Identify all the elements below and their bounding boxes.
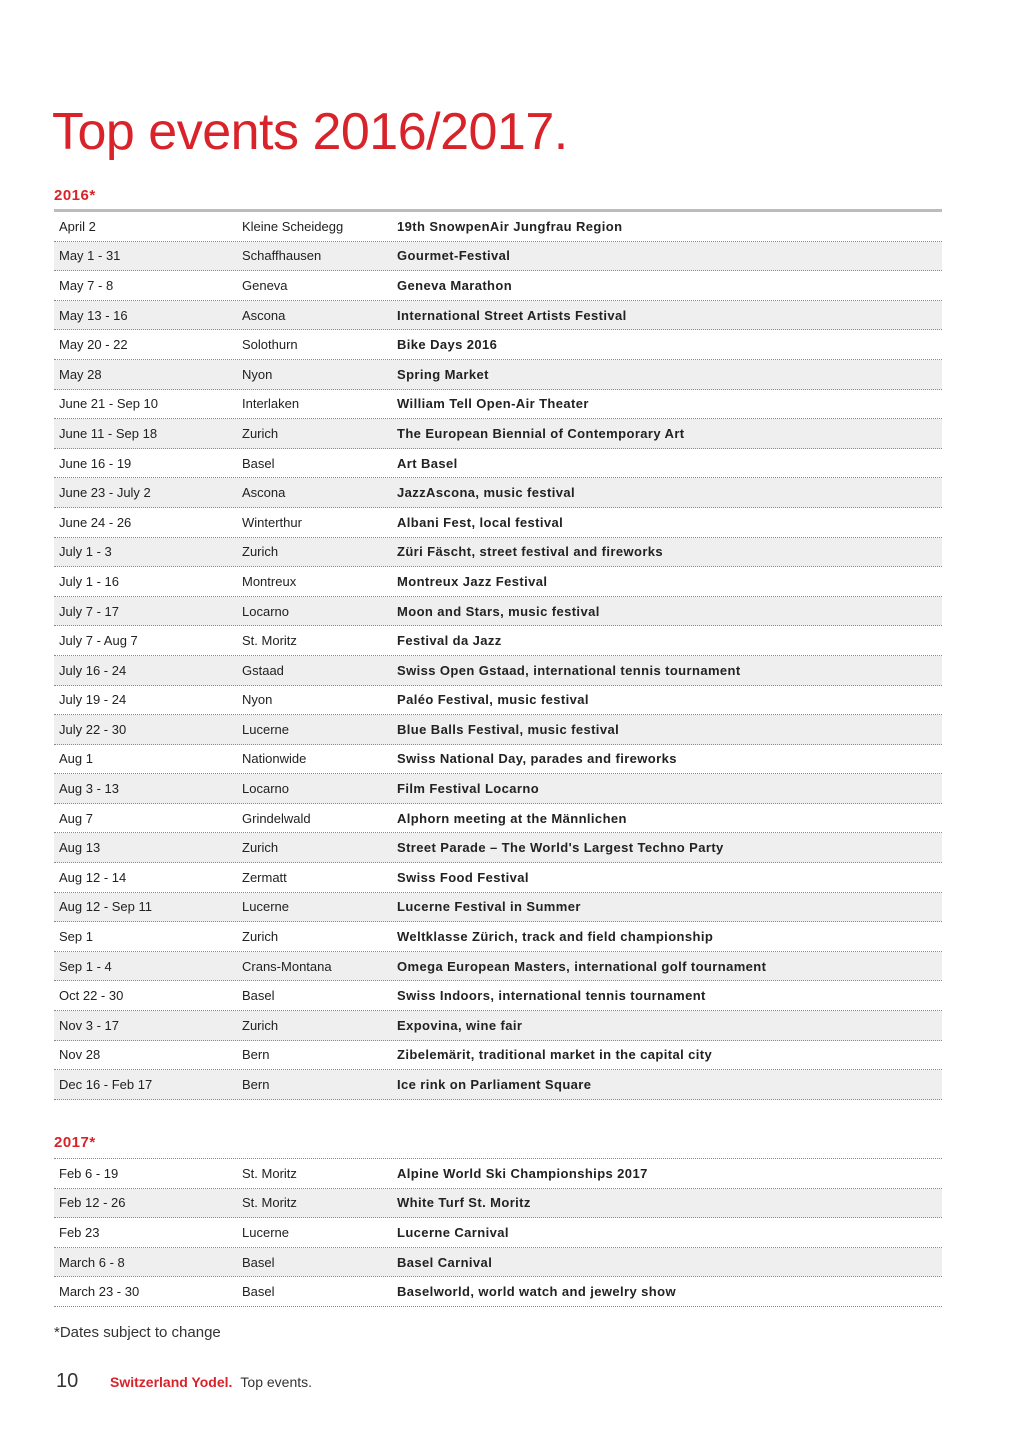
table-row [54,893,942,923]
event-location: Zurich [242,929,279,945]
table-row [54,656,942,686]
event-location: Schaffhausen [242,248,322,264]
section-label-2016: 2016* [54,187,96,204]
event-date: June 16 - 19 [59,455,132,471]
page-number: 10 [56,1370,79,1392]
table-row [54,1159,942,1189]
event-name: Film Festival Locarno [397,781,540,797]
event-name: Gourmet-Festival [397,248,511,264]
event-date: Nov 28 [59,1047,101,1063]
footer-section-name: Top events. [240,1374,313,1390]
event-name: 19th SnowpenAir Jungfrau Region [397,218,623,234]
event-location: St. Moritz [242,1195,297,1211]
event-date: March 6 - 8 [59,1254,125,1270]
event-name: Expovina, wine fair [397,1017,523,1033]
table-row [54,833,942,863]
table-row [54,981,942,1011]
event-date: Feb 12 - 26 [59,1195,126,1211]
table-row [54,1011,942,1041]
event-date: July 16 - 24 [59,662,127,678]
event-date: July 1 - 3 [59,544,112,560]
event-location: Nyon [242,692,273,708]
event-date: March 23 - 30 [59,1284,140,1300]
event-date: Aug 12 - Sep 11 [59,899,152,915]
event-date: June 11 - Sep 18 [59,425,158,441]
event-name: JazzAscona, music festival [397,485,576,501]
table-row [54,715,942,745]
event-date: May 1 - 31 [59,248,121,264]
event-name: Paléo Festival, music festival [397,692,589,708]
event-location: Zurich [242,544,279,560]
event-location: Basel [242,1254,275,1270]
event-name: Moon and Stars, music festival [397,603,600,619]
event-date: Sep 1 [59,929,93,945]
event-date: July 19 - 24 [59,692,127,708]
event-date: May 13 - 16 [59,307,128,323]
event-location: Winterthur [242,514,302,530]
event-date: Feb 23 [59,1224,100,1240]
table-row [54,390,942,420]
page-footer [56,1370,312,1393]
event-location: Ascona [242,485,286,501]
table-row [54,360,942,390]
event-date: Aug 1 [59,751,93,767]
event-location: Solothurn [242,337,298,353]
event-date: Feb 6 - 19 [59,1165,119,1181]
event-name: William Tell Open-Air Theater [397,396,589,412]
event-name: Basel Carnival [397,1254,493,1270]
table-row [54,952,942,982]
event-location: Basel [242,455,275,471]
event-name: Art Basel [397,455,458,471]
event-name: Albani Fest, local festival [397,514,564,530]
event-location: Bern [242,1077,270,1093]
event-location: Basel [242,1284,275,1300]
event-name: Alphorn meeting at the Männlichen [397,810,627,826]
event-name: Swiss National Day, parades and fireworks [397,751,677,767]
event-date: June 21 - Sep 10 [59,396,159,412]
events-table-2016 [54,212,942,1100]
event-location: Nyon [242,366,273,382]
event-name: White Turf St. Moritz [397,1195,531,1211]
event-location: Geneva [242,277,288,293]
event-location: Zurich [242,1017,279,1033]
event-location: Zermatt [242,869,287,885]
event-location: Gstaad [242,662,284,678]
event-location: Nationwide [242,751,307,767]
table-row [54,538,942,568]
table-row [54,1070,942,1100]
event-name: Baselworld, world watch and jewelry show [397,1284,676,1300]
event-location: Kleine Scheidegg [242,218,344,234]
event-name: Omega European Masters, international golf tournament [397,958,767,974]
event-date: May 20 - 22 [59,337,128,353]
event-date: May 28 [59,366,102,382]
event-name: Montreux Jazz Festival [397,573,548,589]
table-row [54,1277,942,1307]
table-row [54,804,942,834]
event-date: June 24 - 26 [59,514,132,530]
event-location: Basel [242,988,275,1004]
event-location: Lucerne [242,899,289,915]
event-date: April 2 [59,218,96,234]
table-row [54,212,942,242]
table-row [54,508,942,538]
event-location: Locarno [242,781,289,797]
event-location: Zurich [242,840,279,856]
table-row [54,863,942,893]
event-date: July 7 - Aug 7 [59,633,138,649]
event-name: Zibelemärit, traditional market in the capital city [397,1047,713,1063]
event-name: International Street Artists Festival [397,307,627,323]
event-name: Blue Balls Festival, music festival [397,721,620,737]
table-row [54,745,942,775]
event-location: St. Moritz [242,633,297,649]
event-name: The European Biennial of Contemporary Art [397,425,685,441]
event-location: Bern [242,1047,270,1063]
event-name: Ice rink on Parliament Square [397,1077,592,1093]
table-row [54,478,942,508]
event-date: July 1 - 16 [59,573,119,589]
event-location: Crans-Montana [242,958,332,974]
event-name: Swiss Food Festival [397,869,529,885]
event-name: Lucerne Carnival [397,1224,509,1240]
event-name: Swiss Open Gstaad, international tennis tournament [397,662,741,678]
brand-name: Switzerland Yodel. [110,1374,233,1390]
event-date: July 22 - 30 [59,721,127,737]
event-location: Lucerne [242,1224,289,1240]
event-location: Montreux [242,573,297,589]
table-row [54,1189,942,1219]
table-row [54,1248,942,1278]
event-date: May 7 - 8 [59,277,114,293]
table-row [54,567,942,597]
events-table-2017 [54,1158,942,1307]
table-row [54,271,942,301]
table-row [54,419,942,449]
table-row [54,774,942,804]
table-row [54,626,942,656]
event-date: June 23 - July 2 [59,485,151,501]
event-date: Aug 3 - 13 [59,781,119,797]
event-name: Lucerne Festival in Summer [397,899,581,915]
event-name: Weltklasse Zürich, track and field championship [397,929,714,945]
table-row [54,1218,942,1248]
table-row [54,922,942,952]
event-location: Zurich [242,425,279,441]
event-date: Aug 12 - 14 [59,869,127,885]
event-location: Locarno [242,603,289,619]
event-name: Street Parade – The World's Largest Techno Party [397,840,724,856]
event-name: Swiss Indoors, international tennis tournament [397,988,706,1004]
event-location: Lucerne [242,721,289,737]
event-date: Aug 13 [59,840,101,856]
event-name: Alpine World Ski Championships 2017 [397,1165,648,1181]
table-row [54,301,942,331]
footnote: *Dates subject to change [54,1324,221,1341]
table-row [54,597,942,627]
event-name: Bike Days 2016 [397,337,498,353]
event-location: Ascona [242,307,286,323]
page-title: Top events 2016/2017. [52,103,568,161]
event-name: Züri Fäscht, street festival and fireworks [397,544,664,560]
table-row [54,449,942,479]
event-location: Interlaken [242,396,300,412]
event-location: St. Moritz [242,1165,297,1181]
event-date: Dec 16 - Feb 17 [59,1077,153,1093]
event-date: Aug 7 [59,810,93,826]
table-row [54,330,942,360]
event-date: Oct 22 - 30 [59,988,124,1004]
table-row [54,1041,942,1071]
event-name: Geneva Marathon [397,277,513,293]
event-date: July 7 - 17 [59,603,119,619]
event-name: Spring Market [397,366,489,382]
event-date: Nov 3 - 17 [59,1017,119,1033]
event-name: Festival da Jazz [397,633,502,649]
section-label-2017: 2017* [54,1134,96,1151]
event-date: Sep 1 - 4 [59,958,112,974]
table-row [54,242,942,272]
table-row [54,686,942,716]
event-location: Grindelwald [242,810,311,826]
